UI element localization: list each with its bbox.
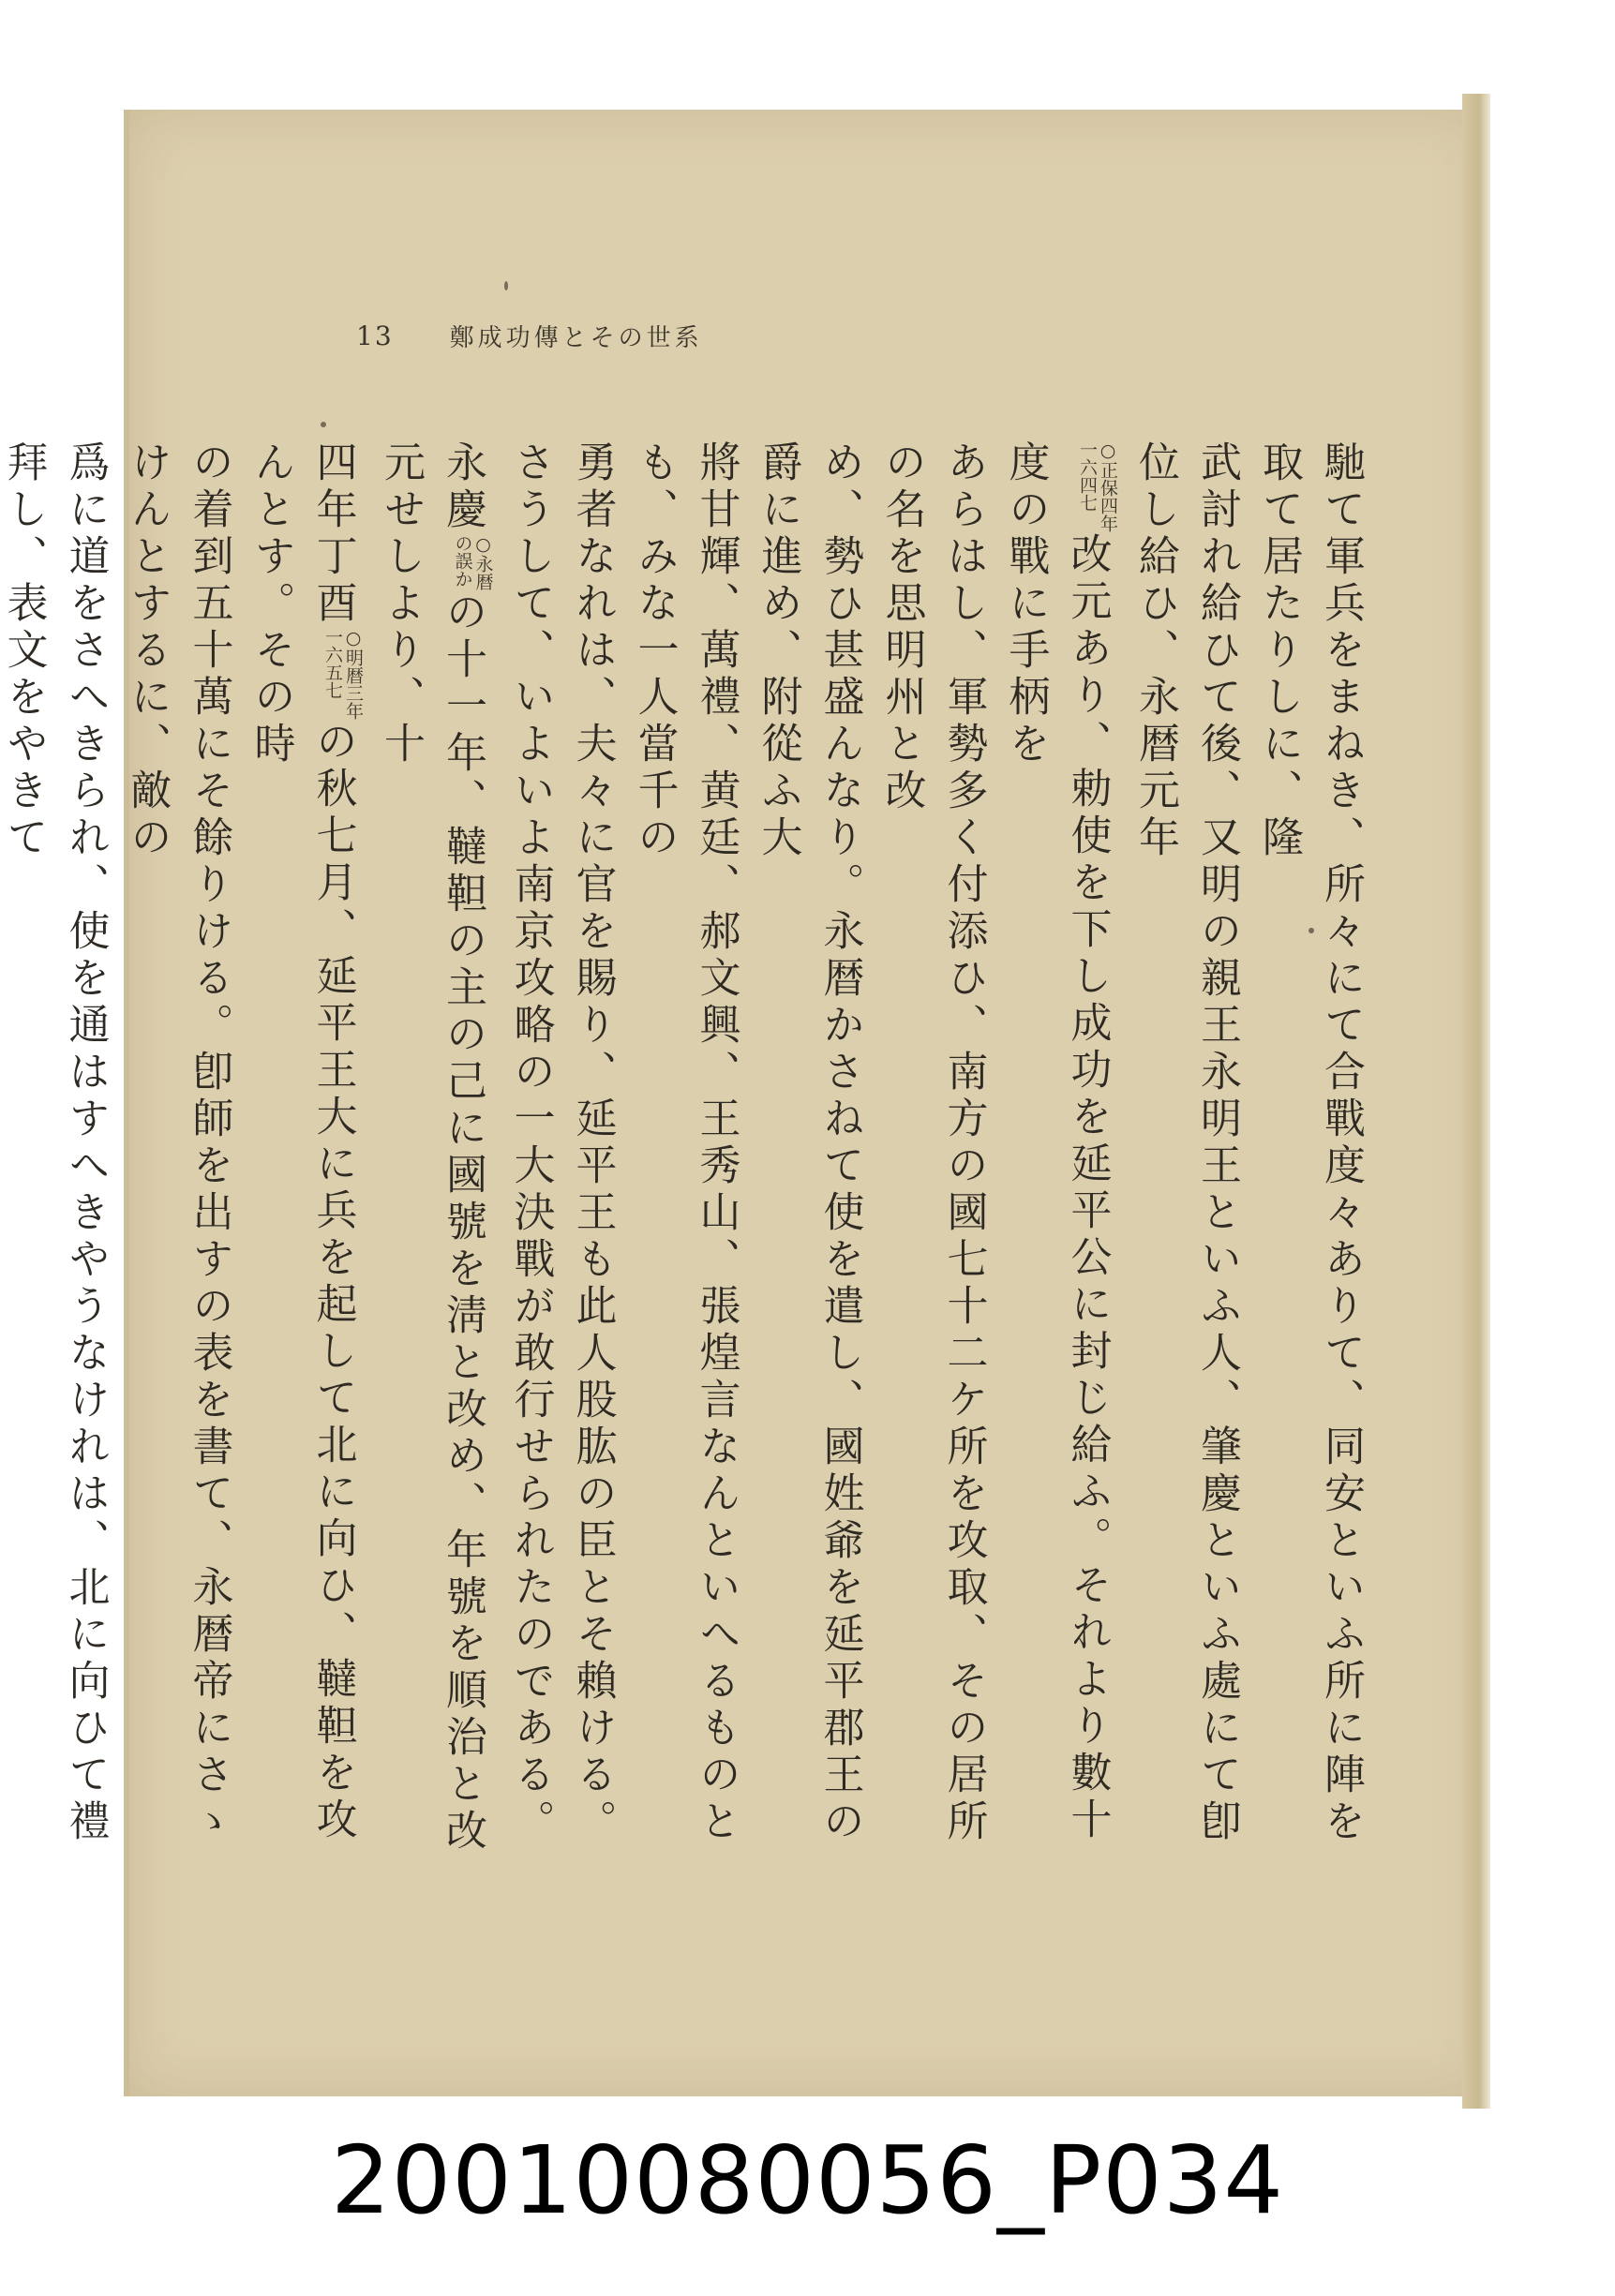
annotation-warichu (322, 628, 364, 720)
text-line: 武討れ給ひて後、又明の親王永明王といふ人、肇慶といふ處にて卽位し給ひ、永暦元年 (1131, 440, 1241, 1846)
text-line (994, 440, 1125, 1884)
text-line (369, 440, 500, 1884)
text-segment: 永慶 (439, 440, 486, 534)
text-segment: の秋七月、延平王大に兵を起して北に向ひ、韃靼を攻んとす。その時 (247, 440, 357, 1844)
annotation-line: 一六四七 (1077, 440, 1098, 512)
text-segment: の十一年、韃靼の主の己に國號を淸と改め、年號を順治と改元せしより、十 (377, 440, 486, 1856)
text-line: 勇者なれは、夫々に官を賜り、延平王も此人股肱の臣とそ賴ける。 (568, 440, 617, 1846)
annotation-line: 一六五七 (322, 628, 343, 699)
image-id-caption: 20010080056_P034 (330, 2125, 1285, 2235)
text-line: 馳て軍兵をまねき、所々にて合戰度々ありて、同安といふ所に陣を取て居たりしに、隆 (1255, 440, 1365, 1846)
text-segment: 改元あり、勅使を下し成功を延平公に封じ給ふ。それより數十度の戰に手柄を (1001, 440, 1112, 1844)
annotation-line: ○明暦三年 (343, 628, 364, 720)
page-header (356, 319, 703, 353)
annotation-warichu (1077, 440, 1118, 532)
ink-speck (504, 281, 508, 291)
ink-speck (321, 422, 326, 427)
running-title: 鄭成功傳とその世系 (449, 324, 703, 352)
text-line: め、勢ひ甚盛んなり。永暦かさねて使を遣し、國姓爺を延平郡王の爵に進め、附從ふ大 (754, 440, 864, 1846)
annotation-line: ○永暦 (472, 534, 494, 590)
annotation-line: ○正保四年 (1098, 440, 1118, 532)
vertical-body-text (0, 440, 1371, 1884)
annotation-warichu (453, 534, 494, 590)
text-line: 將甘輝、萬禮、黄廷、郝文興、王秀山、張煌言なんといへるものとも、みな一人當千の (630, 440, 740, 1846)
text-line: さうして、いよいよ南京攻略の一大決戰が敢行せられたのである。 (506, 440, 555, 1846)
text-segment: 四年丁酉 (308, 440, 357, 628)
page-number: 13 (356, 321, 394, 351)
text-line (240, 440, 370, 1884)
annotation-line: の誤か (452, 534, 473, 588)
text-line: 爲に道をさへきられ、使を通はすへきやうなけれは、北に向ひて禮拜し、表文をやきて (0, 440, 110, 1846)
page-right-edge (1462, 94, 1490, 2109)
text-line: あらはし、軍勢多く付添ひ、南方の國七十二ケ所を攻取、その居所の名を思明州と改 (877, 440, 988, 1846)
text-line: の着到五十萬にそ餘りける。卽師を出すの表を書て、永暦帝にさゝけんとするに、敵の (123, 440, 233, 1846)
